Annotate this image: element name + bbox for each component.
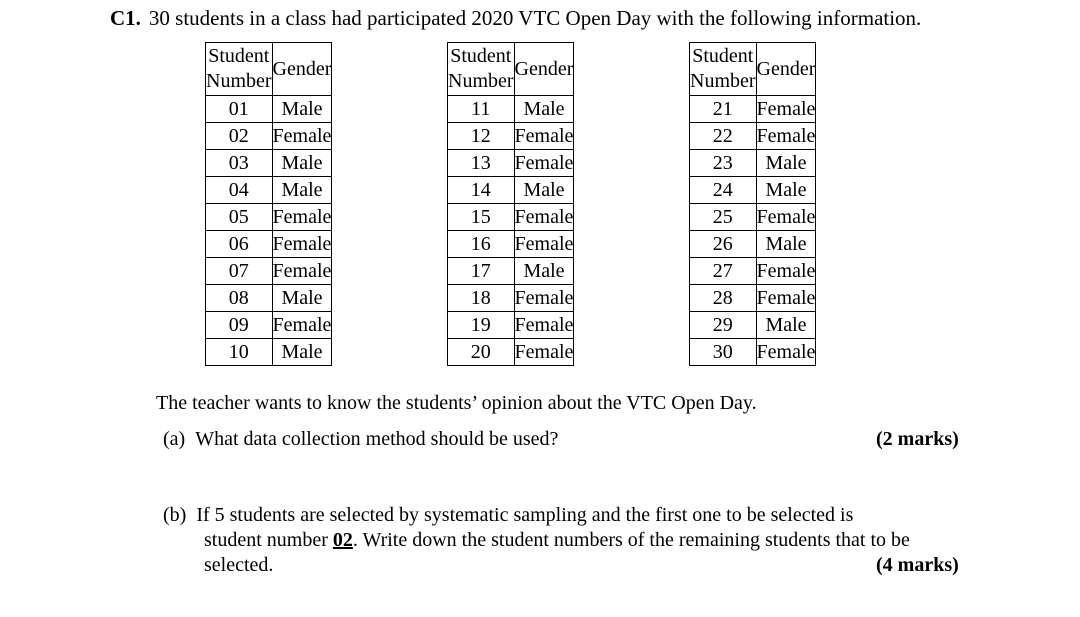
part-a-text: What data collection method should be used?	[195, 428, 559, 450]
student-number-cell: 08	[206, 285, 273, 312]
table-row	[448, 177, 574, 204]
table-row	[690, 123, 816, 150]
table-row	[206, 258, 332, 285]
gender-cell: Male	[272, 339, 332, 366]
table-row	[690, 177, 816, 204]
part-b-label: (b)	[163, 504, 187, 526]
question-text: 30 students in a class had participated 2020 VTC Open Day with the following information.	[148, 6, 922, 30]
header-gender: Gender	[756, 43, 816, 96]
student-number-cell: 05	[206, 204, 273, 231]
student-number-cell: 18	[448, 285, 515, 312]
student-number-cell: 13	[448, 150, 515, 177]
student-number-cell: 12	[448, 123, 515, 150]
student-table-3	[689, 42, 816, 366]
gender-cell: Female	[272, 231, 332, 258]
table-row	[206, 312, 332, 339]
student-number-cell: 23	[690, 150, 757, 177]
student-number-cell: 22	[690, 123, 757, 150]
table-row	[690, 258, 816, 285]
gender-cell: Female	[514, 339, 574, 366]
table-row	[206, 285, 332, 312]
student-number-cell: 29	[690, 312, 757, 339]
student-number-cell: 06	[206, 231, 273, 258]
student-number-cell: 30	[690, 339, 757, 366]
gender-cell: Male	[756, 150, 816, 177]
gender-cell: Female	[756, 204, 816, 231]
table-row	[690, 204, 816, 231]
gender-cell: Female	[756, 258, 816, 285]
gender-cell: Male	[272, 177, 332, 204]
table-row	[206, 177, 332, 204]
table-row	[206, 204, 332, 231]
gender-cell: Female	[756, 339, 816, 366]
gender-cell: Female	[756, 285, 816, 312]
gender-cell: Male	[272, 285, 332, 312]
part-a-label: (a)	[163, 428, 186, 450]
student-number-cell: 14	[448, 177, 515, 204]
gender-cell: Male	[514, 258, 574, 285]
table-row	[206, 339, 332, 366]
student-number-cell: 20	[448, 339, 515, 366]
student-number-cell: 21	[690, 96, 757, 123]
gender-cell: Female	[272, 258, 332, 285]
question-title	[110, 6, 921, 31]
table-row	[206, 96, 332, 123]
table-row	[448, 258, 574, 285]
table-row	[448, 123, 574, 150]
student-number-cell: 01	[206, 96, 273, 123]
student-number-cell: 02	[206, 123, 273, 150]
student-number-cell: 09	[206, 312, 273, 339]
table-row	[690, 285, 816, 312]
student-table-2	[447, 42, 574, 366]
table-row	[206, 150, 332, 177]
header-gender: Gender	[272, 43, 332, 96]
first-student-number: 02	[332, 529, 353, 551]
part-a-marks: (2 marks)	[876, 428, 959, 450]
header-student-number: Student Number	[448, 43, 515, 96]
gender-cell: Female	[514, 312, 574, 339]
table-row	[690, 312, 816, 339]
gender-cell: Male	[756, 231, 816, 258]
student-number-cell: 04	[206, 177, 273, 204]
gender-cell: Female	[514, 204, 574, 231]
student-table-1	[205, 42, 332, 366]
table-row	[448, 312, 574, 339]
student-number-cell: 11	[448, 96, 515, 123]
header-gender: Gender	[514, 43, 574, 96]
gender-cell: Male	[514, 96, 574, 123]
table-row	[448, 204, 574, 231]
table-row	[206, 231, 332, 258]
part-b-line2	[204, 529, 910, 552]
gender-cell: Female	[756, 96, 816, 123]
part-b-line2-pre: student number	[204, 529, 333, 551]
table-row	[448, 231, 574, 258]
gender-cell: Female	[272, 123, 332, 150]
student-number-cell: 15	[448, 204, 515, 231]
header-student-number: Student Number	[206, 43, 273, 96]
gender-cell: Male	[514, 177, 574, 204]
header-student-number: Student Number	[690, 43, 757, 96]
table-row	[206, 123, 332, 150]
student-number-cell: 26	[690, 231, 757, 258]
student-number-cell: 27	[690, 258, 757, 285]
student-number-cell: 03	[206, 150, 273, 177]
table-row	[690, 339, 816, 366]
table-row	[690, 231, 816, 258]
table-row	[690, 96, 816, 123]
question-label: C1.	[110, 6, 141, 30]
table-row	[690, 150, 816, 177]
student-number-cell: 19	[448, 312, 515, 339]
gender-cell: Male	[272, 150, 332, 177]
table-row	[448, 150, 574, 177]
part-b-line2-post: . Write down the student numbers of the remaining students that to be	[352, 529, 910, 551]
student-number-cell: 25	[690, 204, 757, 231]
student-number-cell: 10	[206, 339, 273, 366]
part-b	[163, 504, 853, 527]
student-number-cell: 24	[690, 177, 757, 204]
part-b-line1: If 5 students are selected by systematic sampling and the first one to be selected is	[196, 504, 854, 526]
gender-cell: Female	[272, 312, 332, 339]
student-number-cell: 17	[448, 258, 515, 285]
student-number-cell: 07	[206, 258, 273, 285]
student-number-cell: 16	[448, 231, 515, 258]
gender-cell: Male	[272, 96, 332, 123]
gender-cell: Female	[756, 123, 816, 150]
table-row	[448, 285, 574, 312]
gender-cell: Male	[756, 177, 816, 204]
part-b-line3: selected.	[204, 554, 274, 576]
gender-cell: Female	[514, 123, 574, 150]
gender-cell: Female	[514, 231, 574, 258]
gender-cell: Female	[514, 150, 574, 177]
gender-cell: Male	[756, 312, 816, 339]
part-a	[163, 428, 558, 451]
intro-text: The teacher wants to know the students’ opinion about the VTC Open Day.	[156, 392, 757, 414]
gender-cell: Female	[272, 204, 332, 231]
student-number-cell: 28	[690, 285, 757, 312]
part-b-marks: (4 marks)	[876, 554, 959, 576]
gender-cell: Female	[514, 285, 574, 312]
table-row	[448, 96, 574, 123]
table-row	[448, 339, 574, 366]
